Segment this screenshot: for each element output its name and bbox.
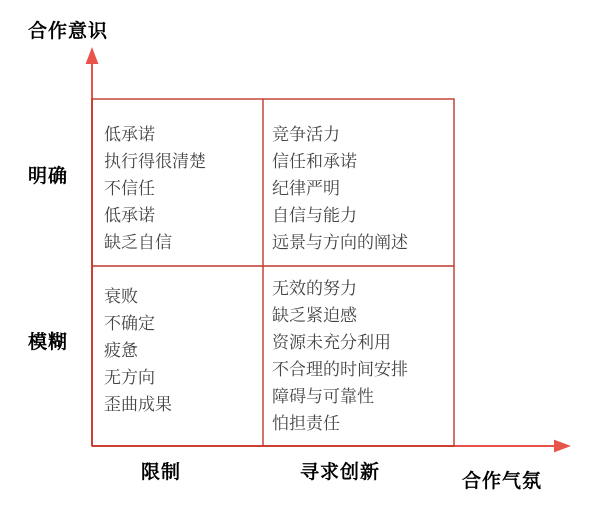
list-item: 不确定 — [104, 314, 155, 334]
quadrant-bottom-left — [104, 284, 264, 419]
list-item: 无效的努力 — [272, 279, 357, 299]
list-item: 缺乏自信 — [104, 233, 172, 253]
list-item: 歪曲成果 — [104, 395, 172, 415]
list-item: 纪律严明 — [272, 179, 340, 199]
quadrant-top-right-list — [272, 122, 472, 257]
list-item: 疲惫 — [104, 341, 138, 361]
quadrant-top-right — [272, 122, 472, 257]
list-item: 不合理的时间安排 — [272, 360, 408, 380]
list-item: 低承诺 — [104, 125, 155, 145]
column-label-right: 寻求创新 — [300, 461, 381, 483]
quadrant-bottom-left-list — [104, 284, 264, 419]
list-item: 自信与能力 — [272, 206, 357, 226]
quadrant-top-left-list — [104, 122, 264, 257]
quadrant-bottom-right-list — [272, 276, 472, 438]
list-item: 竞争活力 — [272, 125, 340, 145]
list-item: 怕担责任 — [272, 414, 340, 434]
list-item: 不信任 — [104, 179, 155, 199]
row-label-top: 明确 — [28, 165, 69, 187]
y-axis-title: 合作意识 — [28, 20, 109, 42]
list-item: 远景与方向的阐述 — [272, 233, 408, 253]
list-item: 资源未充分利用 — [272, 333, 391, 353]
list-item: 信任和承诺 — [272, 152, 357, 172]
list-item: 衰败 — [104, 287, 138, 307]
row-label-bottom: 模糊 — [28, 331, 69, 353]
quadrant-top-left — [104, 122, 264, 257]
x-axis-title: 合作气氛 — [462, 470, 543, 492]
list-item: 低承诺 — [104, 206, 155, 226]
list-item: 执行得很清楚 — [104, 152, 206, 172]
quadrant-bottom-right — [272, 276, 472, 438]
list-item: 缺乏紧迫感 — [272, 306, 357, 326]
list-item: 障碍与可靠性 — [272, 387, 374, 407]
list-item: 无方向 — [104, 368, 155, 388]
column-label-left: 限制 — [141, 461, 182, 483]
